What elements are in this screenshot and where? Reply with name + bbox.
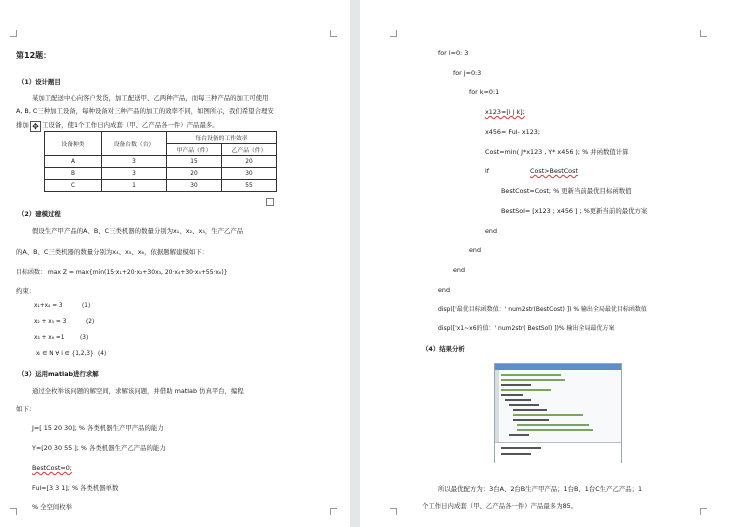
objective-function: 目标函数： max Z = max{min(15·x₁+20·x₂+30x₃, 20·x₄+30·x₅+55·x₆)} — [16, 269, 228, 276]
crop-mark — [10, 30, 17, 37]
code-line: end — [438, 286, 451, 294]
code-line: Cost>BestCost — [530, 167, 578, 175]
screenshot-code-line — [501, 379, 565, 381]
code-line: disp(['最优目标函数值：' num2str(BestCost) ]) % 输出全局最优目标函数值 — [438, 306, 647, 313]
screenshot-code-line — [509, 434, 529, 436]
code-line: x456= Ful- x123; — [485, 128, 540, 136]
table-cell: 3 — [102, 156, 167, 168]
equipment-efficiency-table — [44, 131, 277, 192]
table-cell: 3 — [102, 168, 167, 180]
table-row — [45, 156, 277, 168]
constraint-equation: x₁+x₄ = 3 — [34, 303, 63, 309]
crop-mark — [700, 30, 707, 37]
screenshot-code-line — [501, 374, 561, 376]
code-line: end — [485, 227, 498, 235]
screenshot-output-line — [501, 447, 541, 449]
table-cell: 1 — [102, 180, 167, 192]
screenshot-titlebar — [495, 364, 621, 370]
code-line: for k=0:1 — [469, 88, 500, 96]
section-heading-results: （4）结果分析 — [422, 345, 465, 353]
code-line: x123=[i j k]; — [485, 108, 525, 116]
constraint-equation: x₃ + x₆ =1 — [34, 335, 65, 341]
crop-mark — [10, 508, 17, 515]
document-page-left — [0, 0, 350, 527]
constraint-equation: x₂ + x₅ = 3 — [34, 319, 67, 325]
constraint-equation: xᵢ ∈ N ∀ i ∈ {1,2,3} — [36, 351, 94, 357]
table-cell: 55 — [222, 180, 277, 192]
paragraph-line: 工设备，使1个工作日内成套（甲、乙产品各一件）产品最多。 — [42, 121, 219, 129]
screenshot-code-line — [517, 424, 589, 426]
paragraph-line: 个工作日内成套（甲、乙产品各一件）产品最多为85。 — [422, 502, 578, 510]
screenshot-code-line — [513, 409, 547, 411]
screenshot-output-line — [501, 453, 531, 455]
equation-number: (3) — [80, 335, 89, 341]
section-heading-modeling: （2）建模过程 — [18, 210, 61, 218]
table-cell: 20 — [167, 168, 222, 180]
table-cell: C — [45, 180, 102, 192]
paragraph-line: 所以最优配方为：3台A、2台B生产甲产品；1台B、1台C生产乙产品；1 — [438, 485, 643, 493]
table-cell: A — [45, 156, 102, 168]
problem-title: 第12题： — [16, 51, 52, 60]
code-line: BestSol= [x123 ; x456 ] ; %更新当前的最优方案 — [501, 207, 648, 215]
code-line: for j=0:3 — [453, 69, 482, 77]
code-line: end — [469, 246, 482, 254]
equation-number: (2) — [86, 319, 95, 325]
constraints-label: 约束： — [16, 287, 36, 295]
screenshot-code-line — [513, 419, 549, 421]
code-line: for i=0: 3 — [438, 49, 469, 57]
table-cell: B — [45, 168, 102, 180]
matlab-result-screenshot — [494, 363, 622, 463]
crop-mark — [330, 30, 337, 37]
table-header-cell: 设备台数（台） — [102, 132, 167, 156]
crop-mark — [390, 30, 397, 37]
table-row — [45, 168, 277, 180]
code-line: BestCost=Cost; % 更新当前最优目标函数值 — [501, 187, 632, 195]
code-line: J=[ 15 20 30]; % 各类机器生产甲产品的能力 — [32, 424, 164, 432]
code-line: if — [485, 167, 490, 175]
code-line: % 全空间枚举 — [32, 503, 73, 511]
equation-number: (1) — [82, 303, 91, 309]
screenshot-code-line — [501, 389, 551, 391]
table-cell: 15 — [167, 156, 222, 168]
code-line: disp(['x1~x6的值：' num2str( BestSol) ])% 输出全局最优方案 — [438, 325, 615, 332]
screenshot-code-line — [501, 384, 531, 386]
crop-mark — [700, 508, 707, 515]
crop-mark — [330, 508, 337, 515]
table-row — [45, 180, 277, 192]
section-heading-design: （1）设计题目 — [18, 78, 61, 86]
screenshot-code-line — [509, 404, 539, 406]
paragraph-line: A, B, C三种加工设备，每种设备对三种产品的加工的效率不同，如图所示，我们希望合理安 — [16, 107, 274, 115]
screenshot-code-line — [501, 394, 523, 396]
screenshot-code-line — [513, 414, 583, 416]
code-line: BestCost=0; — [32, 464, 72, 472]
screenshot-code-line — [517, 429, 593, 431]
table-header-cell: 甲产品（件） — [167, 144, 222, 156]
code-line: Cost=min( J*x123 , Y* x456 ); % 并函数值计算 — [485, 148, 629, 156]
paragraph-line: 的A、B、C三类机器的数量分别为x₄、x₅、x₆，依据题解建模如下： — [16, 248, 209, 256]
table-header-cell: 设备种类 — [45, 132, 102, 156]
paragraph-line: 通过全枚举该问题的解空间，求解该问题，并借助 matlab 仿真平台，编程 — [32, 387, 244, 395]
paragraph-line: 假设生产甲产品的A、B、C三类机器的数量分别为x₁、x₂、x₃，生产乙产品 — [32, 227, 244, 235]
section-heading-matlab: （3）运用matlab进行求解 — [18, 370, 99, 378]
table-resize-handle[interactable] — [266, 198, 274, 206]
equation-number: (4) — [98, 351, 107, 357]
table-move-handle-icon[interactable]: ✥ — [30, 121, 41, 132]
table-cell: 30 — [167, 180, 222, 192]
code-line: end — [453, 266, 466, 274]
paragraph-line: 某加工配送中心向客户发货，加工配送甲、乙两种产品，而每三种产品的加工可使用 — [32, 94, 269, 102]
table-cell: 30 — [222, 168, 277, 180]
screenshot-code-line — [505, 399, 531, 401]
table-cell: 20 — [222, 156, 277, 168]
crop-mark — [390, 508, 397, 515]
code-line: Ful=[3 3 1]; % 各类机器单数 — [32, 484, 119, 492]
table-header-cell: 乙产品（件） — [222, 144, 277, 156]
screenshot-command-window — [495, 442, 621, 463]
paragraph-line: 如下： — [16, 405, 36, 413]
code-line: Y=[20 30 55 ]; % 各类机器生产乙产品的能力 — [32, 444, 166, 452]
page-gap — [350, 0, 360, 527]
table-header-cell: 每台设备的工作效率 — [167, 132, 277, 144]
paragraph-line: 排加 — [16, 121, 29, 129]
